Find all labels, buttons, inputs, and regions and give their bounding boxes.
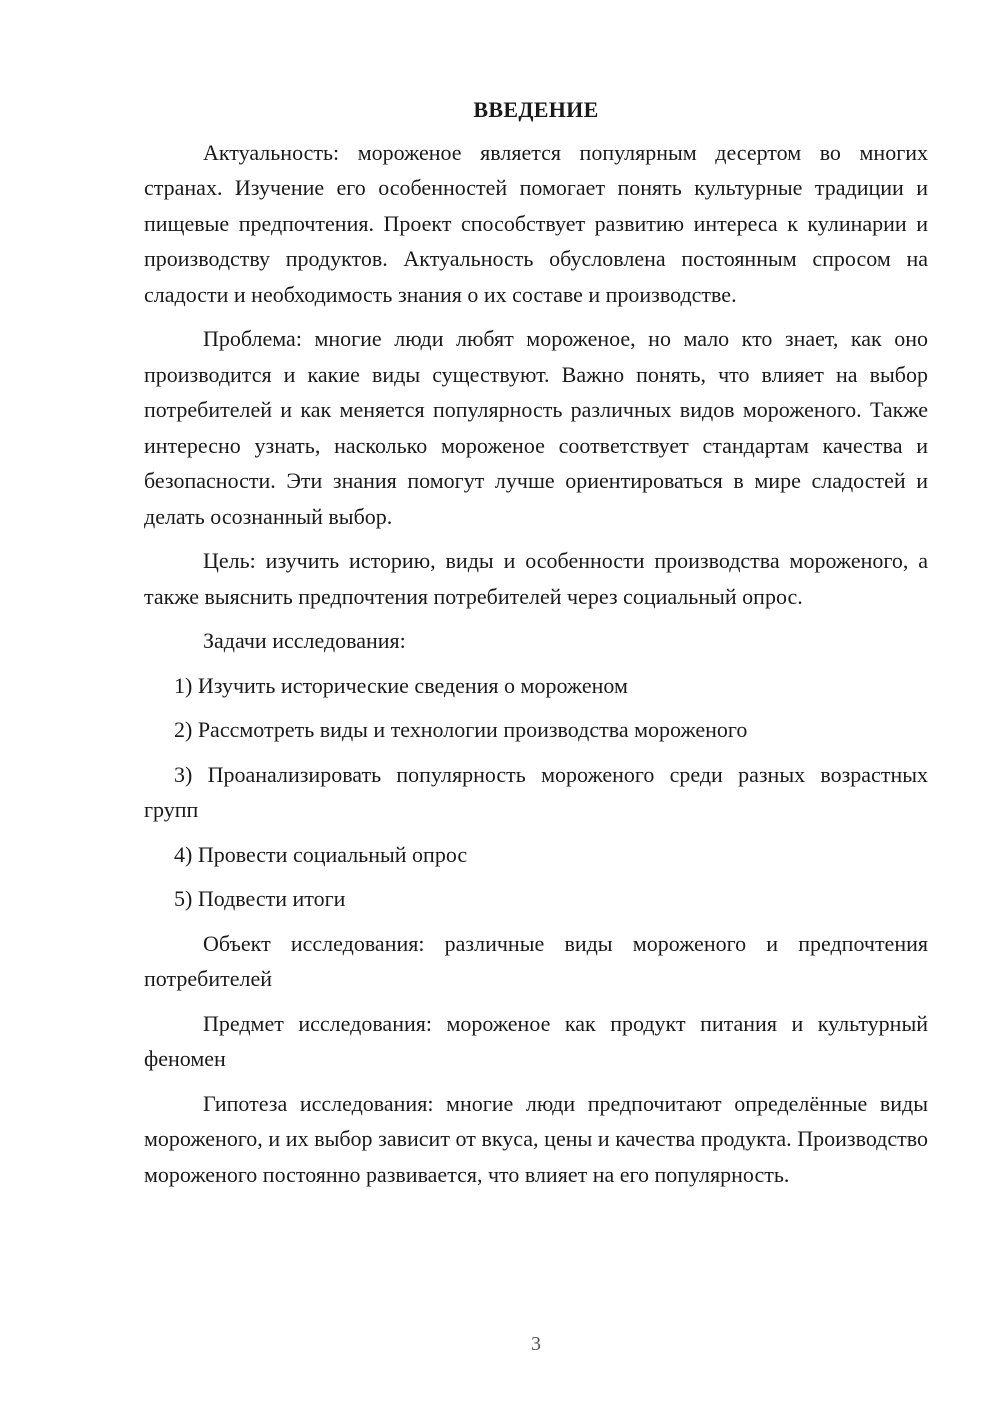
paragraph-subject: Предмет исследования: мороженое как продукт питания и культурный феномен bbox=[144, 1010, 928, 1071]
paragraph-hypothesis: Гипотеза исследования: многие люди предпочитают определённые виды мороженого, и их выбор зависит от вкуса, цены и качества продукта. Производство мороженого постоянно развивается, что влияет на его популярность. bbox=[144, 1090, 928, 1187]
task-item-3: 3) Проанализировать популярность мороженого среди разных возрастных групп bbox=[144, 761, 928, 822]
task-item-4: 4) Провести социальный опрос bbox=[174, 841, 468, 867]
paragraph-problem: Проблема: многие люди любят мороженое, но мало кто знает, как оно производится и какие виды существуют. Важно понять, что влияет на выбор потребителей и как меняется популярность различных видов мороженого. Также интересно узнать, насколько мороженое соответствует стандартам качества и безопасности. Эти знания помогут лучше ориентироваться в мире сладостей и делать осознанный выбор. bbox=[144, 326, 928, 529]
task-item-5: 5) Подвести итоги bbox=[174, 886, 346, 911]
task-item-2: 2) Рассмотреть виды и технологии производства мороженого bbox=[174, 717, 748, 742]
task-item-1: 1) Изучить исторические сведения о мороженом bbox=[174, 672, 628, 698]
page-number: 3 bbox=[531, 1333, 541, 1355]
paragraph-object: Объект исследования: различные виды мороженого и предпочтения потребителей bbox=[144, 930, 928, 991]
document-page bbox=[144, 92, 928, 1201]
paragraph-goal: Цель: изучить историю, виды и особенности производства мороженого, а также выяснить предпочтения потребителей через социальный опрос. bbox=[144, 548, 928, 609]
page-title: ВВЕДЕНИЕ bbox=[473, 97, 599, 122]
paragraph-relevance: Актуальность: мороженое является популярным десертом во многих странах. Изучение его особенностей помогает понять культурные традиции и пищевые предпочтения. Проект способствует развитию интереса к кулинарии и производству продуктов. Актуальность обусловлена постоянным спросом на сладости и необходимость знания о их составе и производстве. bbox=[144, 139, 928, 307]
tasks-heading: Задачи исследования: bbox=[203, 628, 406, 653]
